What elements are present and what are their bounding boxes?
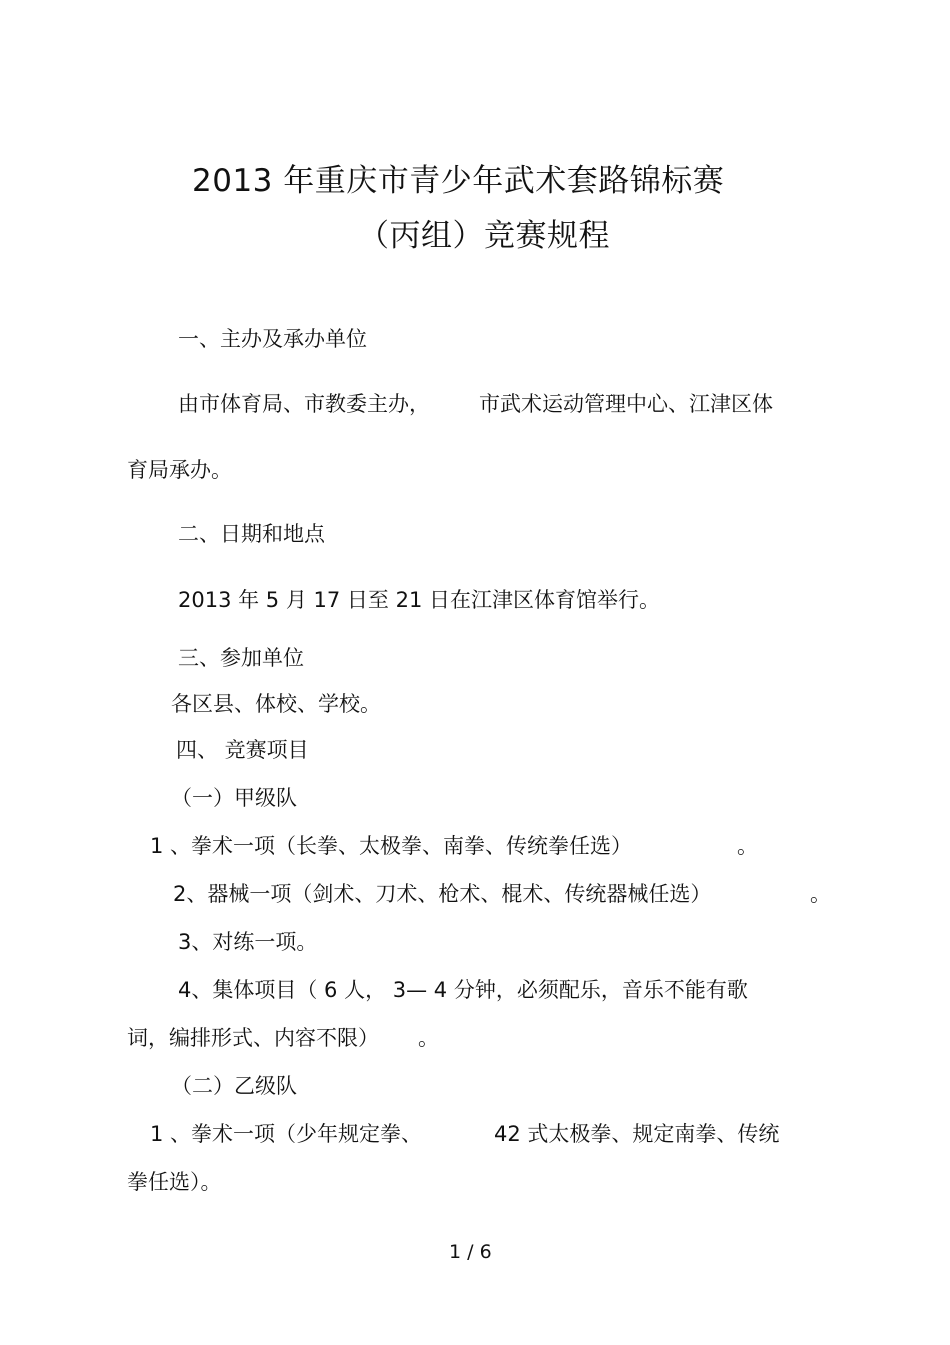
section2-text: 2013 年 5 月 17 日至 21 日在江津区体育馆举行。 [178, 588, 660, 612]
section4-heading: 四、 竞赛项目 [176, 738, 309, 762]
section1-text-a: 由市体育局、市教委主办， [178, 392, 430, 416]
document-title-line1: 2013 年重庆市青少年武术套路锦标赛 [192, 163, 725, 199]
group-a-item4-b: 词，编排形式、内容不限） [127, 1026, 379, 1050]
group-b-item1-c: 拳任选）。 [127, 1170, 222, 1194]
group-a-item2-end: 。 [810, 882, 831, 906]
group-a-item2: 2、器械一项（剑术、刀术、枪术、棍术、传统器械任选） [173, 882, 712, 906]
group-b-item1-b: 42 式太极拳、规定南拳、传统 [494, 1122, 780, 1146]
section3-text: 各区县、体校、学校。 [171, 692, 381, 716]
group-a-item4-a: 4、集体项目（ 6 人， 3— 4 分钟，必须配乐，音乐不能有歌 [178, 978, 748, 1002]
group-a-item1-end: 。 [737, 834, 758, 858]
group-a-item1: 1 、拳术一项（长拳、太极拳、南拳、传统拳任选） [150, 834, 633, 858]
group-b-heading: （二）乙级队 [171, 1074, 297, 1098]
group-a-item3: 3、对练一项。 [178, 930, 318, 954]
group-a-heading: （一）甲级队 [171, 786, 297, 810]
section1-text-b: 市武术运动管理中心、江津区体 [479, 392, 773, 416]
section1-text-c: 育局承办。 [127, 458, 232, 482]
section3-heading: 三、参加单位 [178, 646, 304, 670]
document-title-line2: （丙组）竞赛规程 [358, 218, 610, 254]
group-b-item1-a: 1 、拳术一项（少年规定拳、 [150, 1122, 423, 1146]
group-a-item4-end: 。 [418, 1026, 439, 1050]
section1-heading: 一、主办及承办单位 [178, 327, 367, 351]
page-indicator: 1 / 6 [449, 1241, 492, 1263]
section2-heading: 二、日期和地点 [178, 522, 325, 546]
